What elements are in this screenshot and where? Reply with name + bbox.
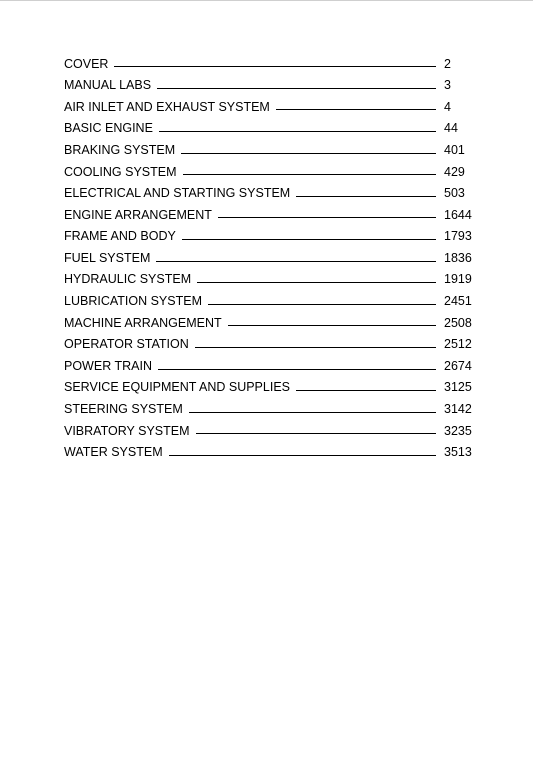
toc-entry-page: 401 [444,142,465,157]
toc-entry-title: MACHINE ARRANGEMENT [64,315,222,330]
toc-leader-line [183,174,436,175]
toc-entry-page: 3125 [444,380,472,395]
toc-entry-title: HYDRAULIC SYSTEM [64,272,192,287]
toc-entry-title: ELECTRICAL AND STARTING SYSTEM [64,186,291,201]
toc-entry-page: 3235 [444,423,472,438]
toc-entry-page: 429 [444,164,465,179]
toc-entry-title: WATER SYSTEM [64,445,163,460]
toc-entry-title: BRAKING SYSTEM [64,142,176,157]
toc-entry-page: 2674 [444,358,472,373]
toc-entry[interactable] [64,355,474,377]
toc-entry-title: BASIC ENGINE [64,121,153,136]
toc-entry-title: COVER [64,56,109,71]
toc-entry[interactable] [64,291,474,313]
toc-entry[interactable] [64,53,474,75]
toc-leader-line [182,239,436,240]
toc-leader-line [218,217,436,218]
toc-entry-page: 1644 [444,207,472,222]
toc-entry[interactable] [64,247,474,269]
toc-leader-line [157,88,436,89]
toc-leader-line [276,109,436,110]
toc-entry-page: 3142 [444,402,472,417]
toc-leader-line [156,261,436,262]
toc-leader-line [197,282,436,283]
toc-entry-title: AIR INLET AND EXHAUST SYSTEM [64,99,270,114]
toc-entry-title: LUBRICATION SYSTEM [64,294,202,309]
toc-leader-line [195,347,436,348]
toc-entry-title: ENGINE ARRANGEMENT [64,207,212,222]
toc-leader-line [196,433,436,434]
toc-entry-page: 2 [444,56,451,71]
toc-entry[interactable] [64,161,474,183]
toc-entry[interactable] [64,204,474,226]
toc-entry-page: 44 [444,121,458,136]
toc-entry[interactable] [64,399,474,421]
toc-entry-title: FUEL SYSTEM [64,250,151,265]
toc-entry[interactable] [64,75,474,97]
toc-leader-line [296,196,436,197]
toc-entry[interactable] [64,334,474,356]
toc-entry[interactable] [64,442,474,464]
toc-entry-page: 3513 [444,445,472,460]
toc-entry-title: OPERATOR STATION [64,337,189,352]
toc-leader-line [181,153,436,154]
toc-entry[interactable] [64,312,474,334]
toc-entry[interactable] [64,139,474,161]
toc-entry-title: FRAME AND BODY [64,229,176,244]
table-of-contents [64,53,474,463]
toc-leader-line [208,304,436,305]
toc-leader-line [158,369,436,370]
toc-entry[interactable] [64,420,474,442]
toc-entry-page: 4 [444,99,451,114]
toc-entry-page: 1836 [444,250,472,265]
toc-entry-page: 2512 [444,337,472,352]
toc-leader-line [159,131,436,132]
toc-leader-line [296,390,436,391]
toc-entry[interactable] [64,269,474,291]
toc-entry[interactable] [64,96,474,118]
toc-entry[interactable] [64,118,474,140]
toc-leader-line [228,325,436,326]
toc-leader-line [189,412,436,413]
toc-entry[interactable] [64,183,474,205]
toc-entry[interactable] [64,226,474,248]
toc-entry-page: 1793 [444,229,472,244]
toc-entry-page: 1919 [444,272,472,287]
toc-entry-title: POWER TRAIN [64,358,152,373]
toc-entry-title: VIBRATORY SYSTEM [64,423,190,438]
toc-entry-title: SERVICE EQUIPMENT AND SUPPLIES [64,380,290,395]
toc-entry-title: STEERING SYSTEM [64,402,183,417]
toc-entry-page: 2508 [444,315,472,330]
toc-entry-page: 2451 [444,294,472,309]
toc-entry[interactable] [64,377,474,399]
page-top-border [0,0,533,1]
toc-entry-title: MANUAL LABS [64,78,152,93]
toc-leader-line [169,455,436,456]
toc-leader-line [114,66,436,67]
toc-entry-page: 503 [444,186,465,201]
toc-entry-title: COOLING SYSTEM [64,164,177,179]
toc-entry-page: 3 [444,78,451,93]
